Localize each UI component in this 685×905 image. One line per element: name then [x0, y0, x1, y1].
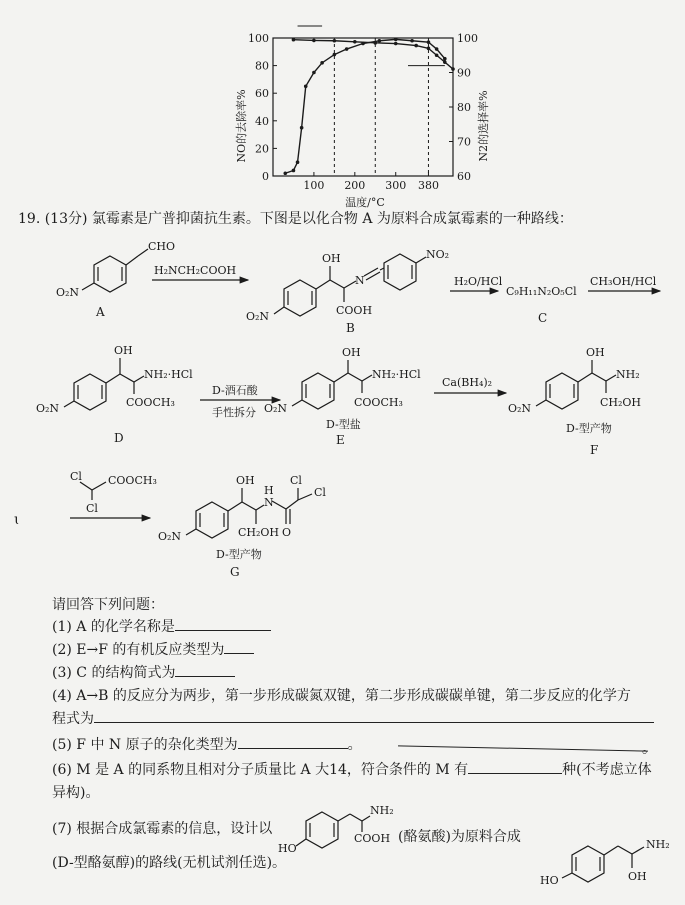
label-b: B — [346, 321, 355, 335]
series-point-1 — [394, 38, 398, 42]
q7-text-mid: (酪氨酸)为原料合成 — [398, 829, 521, 845]
tyr-nh2: NH₂ — [370, 804, 394, 817]
series-point-2 — [353, 40, 357, 44]
q6-row — [52, 759, 652, 779]
series-point-2 — [451, 67, 455, 71]
q6-tail: 种(不考虑立体 — [562, 762, 652, 778]
label-g: G — [230, 565, 240, 579]
series-point-1 — [333, 53, 337, 57]
g-oh: OH — [236, 474, 255, 487]
y-left-tick-label: 40 — [255, 114, 269, 128]
g-cl1: Cl — [290, 474, 302, 487]
q7-structures — [270, 796, 685, 896]
label-a: A — [96, 305, 105, 319]
tyrol-oh: OH — [628, 870, 647, 883]
g-o: O — [282, 526, 292, 539]
q2-text: (2) E→F 的有机反应类型为 — [52, 642, 225, 658]
d-oh: OH — [114, 344, 133, 357]
series-point-1 — [304, 85, 308, 89]
y-left-tick-label: 20 — [255, 142, 269, 156]
e-oh: OH — [342, 346, 361, 359]
series-point-2 — [373, 41, 377, 45]
q1-text: (1) A 的化学名称是 — [52, 619, 175, 635]
label-d: D — [114, 431, 124, 445]
compound-c-formula: C₉H₁₁N₂O₅Cl — [506, 285, 577, 298]
x-tick-label: 300 — [385, 179, 407, 192]
q6-line2: 异构)。 — [52, 785, 100, 801]
d-cooch3: COOCH₃ — [126, 396, 175, 409]
reagent-2: H₂O/HCl — [454, 275, 503, 288]
y-left-tick-label: 0 — [262, 170, 269, 183]
x-tick-label: 100 — [303, 179, 325, 192]
q3-answer-blank[interactable] — [175, 664, 235, 677]
q4-row2 — [52, 708, 654, 728]
label-c: C — [538, 311, 548, 325]
f-o2n: O₂N — [508, 402, 532, 415]
y-left-tick-label: 100 — [248, 32, 269, 45]
tyr-ho: HO — [278, 842, 297, 855]
q1-answer-blank[interactable] — [175, 618, 271, 631]
tyrol-ho: HO — [540, 874, 559, 887]
reagent-3: CH₃OH/HCl — [590, 275, 657, 288]
q7-text2: (D-型酪氨醇)的路线(无机试剂任选)。 — [52, 855, 287, 871]
y-left-axis-label: NO的去除率% — [235, 89, 248, 163]
q5-row — [52, 734, 362, 754]
q6-text: (6) M 是 A 的同系物且相对分子质量比 A 大14，符合条件的 M 有 — [52, 762, 469, 778]
a-o2n: O₂N — [56, 286, 80, 299]
series-point-2 — [414, 44, 418, 48]
d-o2n: O₂N — [36, 402, 60, 415]
q5-text: (5) F 中 N 原子的杂化类型为 — [52, 737, 238, 753]
series-point-1 — [378, 39, 382, 43]
g-note: D-型产物 — [216, 548, 262, 561]
series-point-1 — [345, 47, 349, 51]
b-cooh: COOH — [336, 304, 373, 317]
e-cooch3: COOCH₃ — [354, 396, 403, 409]
reagent-5: Ca(BH₄)₂ — [442, 376, 493, 389]
series-point-2 — [443, 60, 447, 64]
b-o2n: O₂N — [246, 310, 270, 323]
y-right-tick-label: 60 — [457, 170, 471, 183]
reagent-6a: Cl — [70, 470, 82, 483]
y-right-axis-label: N2的选择率% — [477, 90, 490, 162]
plot-frame — [273, 38, 453, 176]
series-point-1 — [292, 169, 296, 173]
tyrol-nh2: NH₂ — [646, 838, 670, 851]
series-point-2 — [292, 38, 296, 42]
e-nh2hcl: NH₂·HCl — [372, 368, 421, 381]
compound-a — [82, 249, 148, 292]
g-ch2oh: CH₂OH — [238, 526, 280, 539]
series-point-2 — [312, 39, 316, 43]
q7-text1: (7) 根据合成氯霉素的信息，设计以 — [52, 821, 273, 837]
question-header: 19. (13分) 氯霉素是广普抑菌抗生素。下图是以化合物 A 为原料合成氯霉素的一种路线： — [18, 211, 573, 227]
q4-text2: 程式为 — [52, 711, 94, 727]
g-cl2: Cl — [314, 486, 326, 499]
y-right-tick-label: 80 — [457, 101, 471, 114]
series-line-1 — [285, 39, 445, 173]
b-oh: OH — [322, 252, 341, 265]
reagent-4b: 手性拆分 — [212, 406, 256, 419]
f-nh2: NH₂ — [616, 368, 640, 381]
e-note: D-型盐 — [326, 418, 361, 431]
q5-answer-blank[interactable] — [238, 736, 348, 749]
y-right-tick-label: 100 — [457, 32, 478, 45]
q5-end-period: 。 — [642, 741, 656, 757]
g-n: N — [264, 496, 274, 509]
questions-intro: 请回答下列问题： — [52, 597, 164, 613]
q4-line1: (4) A→B 的反应分为两步，第一步形成碳氮双键，第二步形成碳碳单键，第二步反应的化学方 — [52, 688, 631, 704]
y-right-tick-label: 90 — [457, 66, 471, 80]
series-point-1 — [283, 171, 287, 175]
q3-row — [52, 662, 235, 682]
g-o2n: O₂N — [158, 530, 182, 543]
f-oh: OH — [586, 346, 605, 359]
series-point-1 — [410, 39, 414, 43]
margin-mark: ɩ — [14, 512, 20, 528]
y-right-tick-label: 70 — [457, 135, 471, 149]
series-point-1 — [296, 160, 300, 164]
tyr-cooh: COOH — [354, 832, 391, 845]
synthesis-scheme — [0, 228, 685, 588]
q2-row — [52, 639, 254, 659]
reagent-6c: Cl — [86, 502, 98, 515]
d-nh2hcl: NH₂·HCl — [144, 368, 193, 381]
e-o2n: O₂N — [264, 402, 288, 415]
series-point-1 — [443, 57, 447, 61]
x-axis-label: 温度/°C — [345, 196, 385, 208]
q1-row — [52, 616, 271, 636]
q5-period: 。 — [347, 737, 362, 753]
label-e: E — [336, 433, 345, 447]
chart — [225, 18, 495, 208]
label-f: F — [590, 443, 599, 457]
y-left-tick-label: 80 — [255, 59, 269, 73]
a-cho: CHO — [148, 240, 176, 253]
f-note: D-型产物 — [566, 422, 612, 435]
q4-answer-blank[interactable] — [94, 710, 654, 723]
q5-long-line — [398, 745, 648, 751]
series-point-1 — [435, 47, 439, 51]
q2-answer-blank[interactable] — [224, 641, 254, 654]
y-left-tick-label: 60 — [255, 87, 269, 101]
x-tick-label: 200 — [344, 179, 366, 192]
reagent-6b: COOCH₃ — [108, 474, 157, 487]
q6-answer-blank[interactable] — [468, 761, 562, 774]
series-point-2 — [394, 42, 398, 46]
series-point-1 — [312, 71, 316, 75]
reagent-1: H₂NCH₂COOH — [154, 264, 237, 277]
series-point-2 — [435, 53, 439, 57]
b-no2: NO₂ — [426, 248, 450, 261]
q3-text: (3) C 的结构简式为 — [52, 665, 176, 681]
f-ch2oh: CH₂OH — [600, 396, 642, 409]
series-point-2 — [333, 39, 337, 43]
series-point-1 — [427, 40, 431, 44]
series-point-2 — [427, 47, 431, 51]
b-n: N — [355, 274, 365, 287]
series-point-1 — [320, 61, 324, 65]
g-h: H — [264, 484, 274, 497]
x-tick-label: 380 — [417, 179, 439, 192]
series-line-2 — [293, 40, 453, 69]
reagent-4a: D-酒石酸 — [212, 384, 258, 397]
series-point-1 — [300, 126, 304, 130]
